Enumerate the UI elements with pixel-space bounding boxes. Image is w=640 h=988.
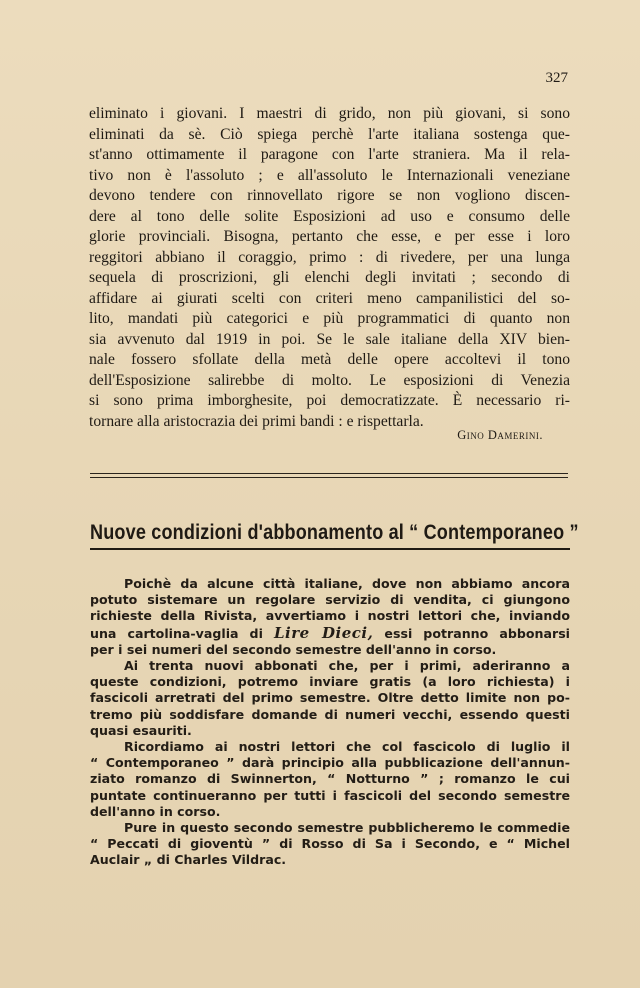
notice-line-segment: una cartolina-vaglia di	[90, 625, 263, 641]
heading-underline	[90, 548, 570, 550]
notice-line: queste condizioni, potremo inviare gratis (a loro richiesta) i	[90, 674, 570, 690]
article-line: lito, mandati più categorici e più programmatici di quanto non	[89, 310, 570, 327]
notice-line: dell'anno in corso.	[90, 803, 221, 819]
notice-line: tremo più soddisfare domande di numeri vecchi, essendo questi	[90, 706, 570, 722]
article-line: dell'Esposizione salirebbe di molto. Le esposizioni di Venezia	[89, 371, 570, 389]
article-line: sequela di proscrizioni, gli elenchi degli invitati ; secondo di	[89, 269, 570, 286]
notice-text	[90, 576, 570, 869]
article-line: eliminato i giovani. I maestri di grido, non più giovani, si sono	[89, 105, 570, 122]
notice-line: puntate continueranno per tutti i fascicoli del secondo semestre	[90, 787, 570, 803]
notice-line: quasi esauriti.	[90, 722, 192, 738]
price-emphasis: Lire Dieci,	[273, 623, 374, 642]
author-signature: Gino Damerini.	[457, 428, 543, 442]
page-number: 327	[545, 70, 568, 86]
notice-line-segment: essi potranno abbonarsi	[384, 625, 571, 641]
article-line: tornare alla aristocrazia dei primi bandi : e rispettarla.	[89, 412, 424, 430]
notice-line: Ai trenta nuovi abbonati che, per i primi, aderiranno a	[124, 658, 570, 674]
article-line: reggitori abbiano il coraggio, primo : di rivedere, per una lunga	[89, 248, 570, 266]
notice-line: “ Peccati di gioventù ” di Rosso di Sa i Secondo, e “ Michel	[90, 836, 570, 852]
section-divider	[90, 473, 568, 474]
article-line: si sono prima imborghesite, poi democratizzate. È necessario ri-	[89, 392, 570, 409]
article-line: devono tendere con rinnovellato rigore se non vogliono discen-	[89, 187, 570, 204]
article-line: sia avvenuto dal 1919 in poi. Se le sale italiane della XIV bien-	[89, 330, 570, 348]
article-line: eliminati da sè. Ciò spiega perchè l'arte italiana sostenga que-	[89, 125, 570, 143]
notice-line: Poichè da alcune città italiane, dove non abbiamo ancora	[124, 576, 570, 591]
notice-line: fascicoli arretrati del primo semestre. Oltre detto limite non po-	[90, 690, 570, 706]
article-line: glorie provinciali. Bisogna, pertanto che esse, e per esse i loro	[89, 228, 570, 245]
notice-line: richieste della Rivista, avvertiamo i nostri lettori che, inviando	[90, 608, 570, 624]
article-line: affidare ai giurati scelti con criteri meno campanilistici del so-	[89, 289, 570, 307]
notice-line: “ Contemporaneo ” darà principio alla pubblicazione dell'annun-	[90, 755, 570, 771]
article-text	[89, 104, 570, 432]
notice-line: Pure in questo secondo semestre pubblicheremo le commedie	[124, 820, 570, 836]
article-line: st'anno ottimamente il paragone con l'arte straniera. Ma il rela-	[89, 146, 570, 163]
notice-line	[90, 625, 570, 642]
notice-line: Auclair „ di Charles Vildrac.	[90, 852, 287, 868]
notice-line: potuto sistemare un regolare servizio di vendita, ci giungono	[90, 592, 570, 608]
article-line: dere al tono delle solite Esposizioni ad uso e consumo delle	[89, 207, 570, 225]
section-divider	[90, 477, 568, 478]
notice-line: Ricordiamo ai nostri lettori che col fascicolo di luglio il	[124, 739, 570, 755]
notice-heading: Nuove condizioni d'abbonamento al “ Contemporaneo ”	[90, 521, 579, 544]
notice-line: per i sei numeri del secondo semestre dell'anno in corso.	[90, 641, 497, 657]
article-line: nale fossero sfollate della metà delle opere accoltevi il tono	[89, 351, 570, 368]
article-line: tivo non è l'assoluto ; e all'assoluto le Internazionali veneziane	[89, 166, 570, 184]
notice-line: ziato romanzo di Swinnerton, “ Notturno ” ; romanzo le cui	[90, 771, 570, 787]
